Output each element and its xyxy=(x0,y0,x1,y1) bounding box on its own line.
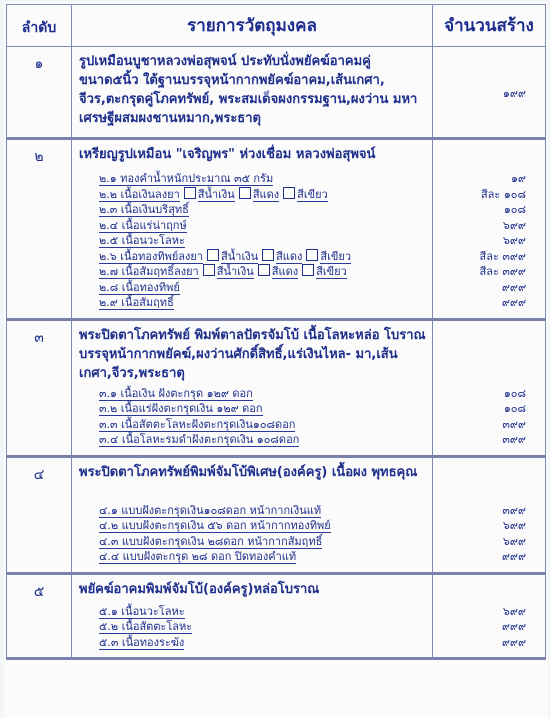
sub-item-label: ๕.๒ เนื้อสัตตะโลหะ xyxy=(99,620,193,633)
sub-item-label: ๔.๓ แบบฝังตะกรุดเงิน ๒๘ดอก หน้ากากสัมฤทธิ์ xyxy=(99,534,323,548)
row-number: ๕ xyxy=(7,573,72,659)
sub-item-label: ๓.๓ เนื้อสัตตะโลหะฝังตะกรุดเงิน๑๐๘ดอก xyxy=(99,417,296,431)
sub-item xyxy=(99,604,431,620)
item-title: พยัคฆ์อาคมพิมพ์จัมโบ้(องค์ครู)หล่อโบราณ xyxy=(79,581,320,597)
quantity-value: ๖๙๙ xyxy=(502,604,526,618)
row-quantity-cell xyxy=(433,573,546,659)
quantity-value: ๙๙๙ xyxy=(501,296,526,309)
row-description xyxy=(72,139,433,320)
row-description xyxy=(72,456,433,573)
sub-item xyxy=(99,503,431,519)
color-checkbox[interactable] xyxy=(302,264,314,276)
sub-item xyxy=(99,401,431,417)
item-title: พระปิดตาโภคทรัพย์พิมพ์จัมโบ้พิเศษ(องค์ครู) เนื้อผง พุทธคุณ xyxy=(79,464,418,480)
header-quantity: จำนวนสร้าง xyxy=(433,5,546,47)
quantity-value: ๖๙๙ xyxy=(502,234,526,247)
row-number: ๓ xyxy=(7,319,72,456)
sub-item xyxy=(99,171,431,187)
quantity-value: สีละ ๓๙๙ xyxy=(479,249,526,263)
sub-item xyxy=(99,295,431,311)
color-option-label: สีแดง xyxy=(276,249,303,263)
quantity-value: สีละ ๑๐๘ xyxy=(480,187,526,201)
color-option-label: สีเขียว xyxy=(320,249,352,263)
sub-item xyxy=(99,264,431,280)
sub-item-label: ๒.๘ เนื้อทองทิพย์ xyxy=(99,280,180,294)
sub-item xyxy=(99,432,431,448)
color-checkbox[interactable] xyxy=(184,187,196,199)
sub-item xyxy=(99,187,431,203)
item-title: เหรียญรูปเหมือน "เจริญพร" ห่วงเชื่อม หลวงพ่อสุพจน์ xyxy=(79,147,376,162)
sub-item-label: ๕.๓ เนื้อทองระฆัง xyxy=(99,635,185,649)
document-sheet xyxy=(4,2,548,718)
quantity-value: ๙๙๙ xyxy=(501,550,526,563)
color-checkbox[interactable] xyxy=(207,249,219,261)
sub-item-label: ๔.๑ แบบฝังตะกรุดเงิน๑๐๘ดอก หน้ากากเงินแท้ xyxy=(99,503,322,517)
quantity-value: ๓๙๙ xyxy=(502,503,526,517)
color-option-label: สีเขียว xyxy=(316,265,347,278)
sub-item-label: ๒.๕ เนื้อนวะโลหะ xyxy=(99,234,185,247)
quantity-value: ๑๙๙ xyxy=(502,87,526,100)
sub-item-label: ๒.๗ เนื้อสัมฤทธิ์ลงยา xyxy=(99,265,199,278)
sub-item xyxy=(99,417,431,433)
row-description xyxy=(72,573,433,659)
item-title: พระปิดตาโภคทรัพย์ พิมพ์ตาลปัตรจัมโบ้ เนื้อโลหะหล่อ โบราณ บรรจุหน้ากากพยัคฆ์,ผงว่านศักดิ์สิทธิ์,แร่เงินไหล- มา,เส้นเกศา,จีวร,พระธาตุ xyxy=(79,327,426,381)
table-row xyxy=(7,456,546,573)
color-option-label: สีน้ำเงิน xyxy=(216,265,254,278)
quantity-value: ๙๙๙ xyxy=(501,620,526,633)
quantity-value: ๑๙ xyxy=(510,172,526,185)
quantity-value: ๓๙๙ xyxy=(502,433,526,446)
color-option-label: สีแดง xyxy=(271,265,299,278)
row-description xyxy=(72,319,433,456)
table-row xyxy=(7,47,546,139)
sub-item-label: ๒.๖ เนื้อทองทิพย์ลงยา xyxy=(99,249,204,263)
row-quantity-cell xyxy=(433,47,546,139)
sub-item xyxy=(99,386,431,402)
sub-item xyxy=(99,534,431,550)
sub-item xyxy=(99,619,431,635)
quantity-value: ๑๐๘ xyxy=(503,402,526,415)
sub-item-label: ๓.๒ เนื้อแร่ฝังตะกรุดเงิน ๑๒๙ ดอก xyxy=(99,402,263,415)
row-number: ๑ xyxy=(7,47,72,139)
quantity-value: ๖๙๙ xyxy=(502,519,526,532)
sub-item xyxy=(99,549,431,565)
color-checkbox[interactable] xyxy=(283,187,295,199)
row-description xyxy=(72,47,433,139)
sub-item-label: ๒.๙ เนื้อสัมฤทธิ์ xyxy=(99,296,174,309)
sub-item xyxy=(99,218,431,234)
color-option-label: สีน้ำเงิน xyxy=(197,187,235,201)
color-checkbox[interactable] xyxy=(262,249,274,261)
row-number: ๔ xyxy=(7,456,72,573)
table-row xyxy=(7,573,546,659)
row-quantity-cell xyxy=(433,139,546,320)
quantity-value: ๙๙๙ xyxy=(501,635,526,649)
row-quantity-cell xyxy=(433,319,546,456)
amulet-table xyxy=(6,4,546,660)
sub-item-label: ๓.๔ เนื้อโลหะรมดำฝังตะกรุดเงิน ๑๐๘ดอก xyxy=(99,433,300,446)
sub-item xyxy=(99,249,431,265)
sub-item-label: ๕.๑ เนื้อนวะโลหะ xyxy=(99,604,185,618)
color-option-label: สีน้ำเงิน xyxy=(221,249,259,263)
quantity-value: ๖๙๙ xyxy=(502,218,526,232)
item-title: รูปเหมือนบูชาหลวงพ่อสุพจน์ ประทับนั่งพยัคฆ์อาคมคู่ ขนาด๕นิ้ว ใต้ฐานบรรจุหน้ากากพยัคฆ์อาคม,เส้นเกศา, จีวร,ตะกรุดคู่โภคทรัพย์, พระสมเด็จผงกรรมฐาน,ผงว่าน มหาเศรษฐีผสมผงชานหมาก,พระธาตุ xyxy=(79,54,418,126)
sub-item xyxy=(99,635,431,651)
quantity-value: ๙๙๙ xyxy=(501,280,526,294)
row-number: ๒ xyxy=(7,139,72,320)
quantity-value: ๓๙๙ xyxy=(502,417,526,431)
sub-item xyxy=(99,233,431,249)
quantity-value: ๑๐๘ xyxy=(503,203,526,216)
sub-item-label: ๒.๑ ทองคำน้ำหนักประมาณ ๓๕ กรัม xyxy=(99,172,274,185)
table-row xyxy=(7,139,546,320)
sub-item-label: ๔.๒ แบบฝังตะกรุดเงิน ๕๖ ดอก หน้ากากทองทิพย์ xyxy=(99,519,331,532)
quantity-value: สีละ ๓๙๙ xyxy=(479,265,526,278)
color-option-label: สีเขียว xyxy=(297,187,328,201)
color-checkbox[interactable] xyxy=(203,264,215,276)
sub-item xyxy=(99,518,431,534)
sub-item xyxy=(99,202,431,218)
table-row xyxy=(7,319,546,456)
header-items: รายการวัตถุมงคล xyxy=(72,5,433,47)
color-checkbox[interactable] xyxy=(239,187,251,199)
header-order: ลำดับ xyxy=(7,5,72,47)
color-option-label: สีแดง xyxy=(252,187,280,201)
row-quantity-cell xyxy=(433,456,546,573)
color-checkbox[interactable] xyxy=(306,249,318,261)
sub-item-label: ๒.๓ เนื้อเงินบริสุทธิ์ xyxy=(99,203,189,216)
sub-item-label: ๓.๑ เนื้อเงิน ฝังตะกรุด ๑๒๙ ดอก xyxy=(99,386,253,400)
quantity-value: ๖๙๙ xyxy=(502,534,526,548)
sub-item-label: ๒.๔ เนื้อแร่น่าฤกษ์ xyxy=(99,218,187,232)
color-checkbox[interactable] xyxy=(258,264,270,276)
table-header-row xyxy=(7,5,546,47)
sub-item-label: ๒.๒ เนื้อเงินลงยา xyxy=(99,187,180,201)
sub-item-label: ๔.๔ แบบฝังตะกรุด ๒๘ ดอก ปิดทองคำแท้ xyxy=(99,550,297,563)
quantity-value: ๑๐๘ xyxy=(503,386,526,400)
sub-item xyxy=(99,280,431,296)
